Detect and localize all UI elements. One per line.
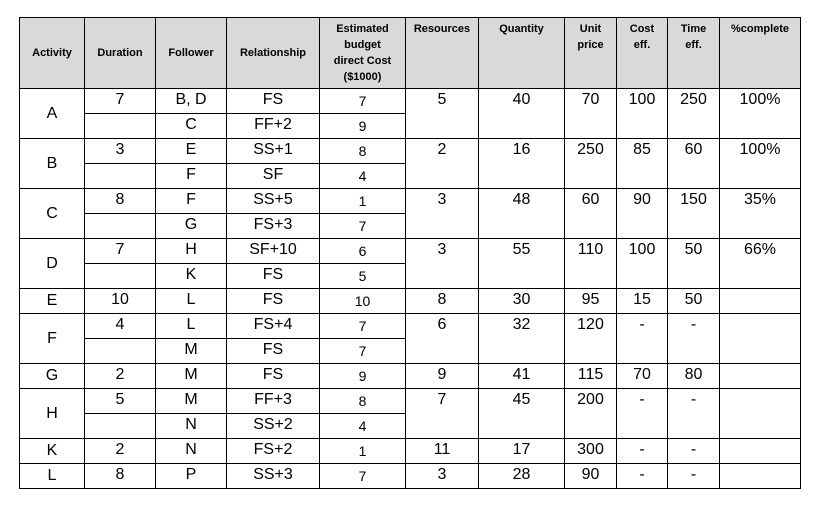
follower-cell: P (156, 464, 227, 489)
table-row (20, 314, 801, 339)
table-row (20, 464, 801, 489)
quantity-cell: 55 (479, 239, 565, 289)
follower-cell: C (156, 114, 227, 139)
quantity-cell: 48 (479, 189, 565, 239)
duration-cell-empty (85, 164, 156, 189)
unit-price-cell: 115 (565, 364, 617, 389)
cost-eff-cell: - (617, 439, 668, 464)
follower-cell: L (156, 314, 227, 339)
cost-cell: 7 (320, 89, 406, 114)
follower-cell: E (156, 139, 227, 164)
cost-eff-cell: - (617, 464, 668, 489)
cost-eff-cell: 100 (617, 89, 668, 139)
relationship-cell: SS+1 (227, 139, 320, 164)
table-row (20, 139, 801, 164)
duration-cell: 4 (85, 314, 156, 339)
time-eff-cell: 150 (668, 189, 720, 239)
cost-cell: 10 (320, 289, 406, 314)
header-costeff-line-1: Cost (629, 23, 655, 35)
time-eff-cell: 60 (668, 139, 720, 189)
resources-cell: 11 (406, 439, 479, 464)
header-follower: Follower (156, 18, 227, 89)
cost-cell: 1 (320, 439, 406, 464)
duration-cell: 7 (85, 239, 156, 264)
unit-price-cell: 250 (565, 139, 617, 189)
header-unit-line-2: price (577, 39, 604, 51)
complete-cell: 100% (720, 89, 801, 139)
activity-cell: L (20, 464, 85, 489)
time-eff-cell: 80 (668, 364, 720, 389)
duration-cell: 7 (85, 89, 156, 114)
activity-cell: H (20, 389, 85, 439)
unit-price-cell: 200 (565, 389, 617, 439)
activity-cell: D (20, 239, 85, 289)
complete-cell (720, 389, 801, 439)
resources-cell: 5 (406, 89, 479, 139)
duration-cell: 8 (85, 189, 156, 214)
cost-eff-cell: 70 (617, 364, 668, 389)
cost-eff-cell: 15 (617, 289, 668, 314)
quantity-cell: 41 (479, 364, 565, 389)
resources-cell: 3 (406, 464, 479, 489)
duration-cell: 10 (85, 289, 156, 314)
complete-cell (720, 314, 801, 364)
follower-cell: F (156, 189, 227, 214)
header-activity: Activity (20, 18, 85, 89)
quantity-cell: 45 (479, 389, 565, 439)
follower-cell: M (156, 389, 227, 414)
time-eff-cell: - (668, 389, 720, 439)
relationship-cell: FS+2 (227, 439, 320, 464)
quantity-cell: 17 (479, 439, 565, 464)
complete-cell: 66% (720, 239, 801, 289)
schedule-table (19, 17, 801, 489)
complete-cell (720, 364, 801, 389)
table-body (20, 89, 801, 489)
activity-cell: G (20, 364, 85, 389)
cost-cell: 8 (320, 389, 406, 414)
header-resources: Resources (406, 18, 479, 89)
cost-cell: 7 (320, 464, 406, 489)
time-eff-cell: 250 (668, 89, 720, 139)
relationship-cell: FF+3 (227, 389, 320, 414)
table-row (20, 364, 801, 389)
follower-cell: K (156, 264, 227, 289)
relationship-cell: FS (227, 364, 320, 389)
resources-cell: 3 (406, 189, 479, 239)
relationship-cell: FS (227, 89, 320, 114)
table-row (20, 239, 801, 264)
cost-cell: 7 (320, 214, 406, 239)
follower-cell: L (156, 289, 227, 314)
duration-cell-empty (85, 264, 156, 289)
complete-cell (720, 289, 801, 314)
header-time-eff (668, 18, 720, 89)
duration-cell: 3 (85, 139, 156, 164)
cost-cell: 5 (320, 264, 406, 289)
table-row (20, 439, 801, 464)
activity-cell: B (20, 139, 85, 189)
duration-cell-empty (85, 414, 156, 439)
resources-cell: 7 (406, 389, 479, 439)
table-row (20, 289, 801, 314)
activity-cell: K (20, 439, 85, 464)
table-row (20, 389, 801, 414)
header-quantity: Quantity (479, 18, 565, 89)
relationship-cell: SS+2 (227, 414, 320, 439)
header-cost-line-1: Estimated (336, 23, 389, 35)
cost-eff-cell: 100 (617, 239, 668, 289)
duration-cell-empty (85, 214, 156, 239)
cost-eff-cell: - (617, 314, 668, 364)
follower-cell: G (156, 214, 227, 239)
relationship-cell: FS (227, 339, 320, 364)
activity-cell: C (20, 189, 85, 239)
time-eff-cell: - (668, 314, 720, 364)
resources-cell: 3 (406, 239, 479, 289)
cost-cell: 8 (320, 139, 406, 164)
relationship-cell: SF (227, 164, 320, 189)
cost-eff-cell: - (617, 389, 668, 439)
duration-cell-empty (85, 339, 156, 364)
header-complete: %complete (720, 18, 801, 89)
follower-cell: M (156, 364, 227, 389)
follower-cell: H (156, 239, 227, 264)
duration-cell: 5 (85, 389, 156, 414)
cost-cell: 7 (320, 339, 406, 364)
resources-cell: 2 (406, 139, 479, 189)
header-cost-line-2: budget (344, 39, 381, 51)
complete-cell (720, 464, 801, 489)
header-cost-line-3: direct Cost (333, 55, 392, 67)
header-relationship: Relationship (227, 18, 320, 89)
time-eff-cell: 50 (668, 239, 720, 289)
quantity-cell: 16 (479, 139, 565, 189)
time-eff-cell: - (668, 464, 720, 489)
header-timeeff-line-2: eff. (685, 39, 702, 51)
time-eff-cell: - (668, 439, 720, 464)
relationship-cell: FS+4 (227, 314, 320, 339)
relationship-cell: FS (227, 264, 320, 289)
relationship-cell: FS (227, 289, 320, 314)
quantity-cell: 30 (479, 289, 565, 314)
activity-cell: E (20, 289, 85, 314)
resources-cell: 8 (406, 289, 479, 314)
cost-cell: 6 (320, 239, 406, 264)
cost-cell: 4 (320, 164, 406, 189)
time-eff-cell: 50 (668, 289, 720, 314)
cost-cell: 4 (320, 414, 406, 439)
unit-price-cell: 300 (565, 439, 617, 464)
complete-cell: 100% (720, 139, 801, 189)
quantity-cell: 28 (479, 464, 565, 489)
resources-cell: 6 (406, 314, 479, 364)
follower-cell: F (156, 164, 227, 189)
header-costeff-line-2: eff. (633, 39, 651, 51)
follower-cell: B, D (156, 89, 227, 114)
table-row (20, 89, 801, 114)
header-row (20, 18, 801, 89)
header-cost-eff (617, 18, 668, 89)
unit-price-cell: 70 (565, 89, 617, 139)
header-duration: Duration (85, 18, 156, 89)
cost-eff-cell: 85 (617, 139, 668, 189)
follower-cell: M (156, 339, 227, 364)
relationship-cell: SS+5 (227, 189, 320, 214)
cost-cell: 7 (320, 314, 406, 339)
duration-cell: 2 (85, 439, 156, 464)
quantity-cell: 40 (479, 89, 565, 139)
unit-price-cell: 95 (565, 289, 617, 314)
unit-price-cell: 60 (565, 189, 617, 239)
cost-cell: 1 (320, 189, 406, 214)
resources-cell: 9 (406, 364, 479, 389)
relationship-cell: SF+10 (227, 239, 320, 264)
header-estimated-cost (320, 18, 406, 89)
activity-cell: A (20, 89, 85, 139)
activity-cell: F (20, 314, 85, 364)
duration-cell: 8 (85, 464, 156, 489)
duration-cell: 2 (85, 364, 156, 389)
follower-cell: N (156, 439, 227, 464)
relationship-cell: FS+3 (227, 214, 320, 239)
quantity-cell: 32 (479, 314, 565, 364)
header-unit-price (565, 18, 617, 89)
header-timeeff-line-1: Time (680, 23, 707, 35)
header-cost-line-4: ($1000) (343, 71, 382, 83)
table-row (20, 189, 801, 214)
cost-cell: 9 (320, 364, 406, 389)
relationship-cell: SS+3 (227, 464, 320, 489)
unit-price-cell: 120 (565, 314, 617, 364)
duration-cell-empty (85, 114, 156, 139)
follower-cell: N (156, 414, 227, 439)
cost-eff-cell: 90 (617, 189, 668, 239)
cost-cell: 9 (320, 114, 406, 139)
relationship-cell: FF+2 (227, 114, 320, 139)
complete-cell (720, 439, 801, 464)
unit-price-cell: 90 (565, 464, 617, 489)
unit-price-cell: 110 (565, 239, 617, 289)
complete-cell: 35% (720, 189, 801, 239)
header-unit-line-1: Unit (579, 23, 602, 35)
